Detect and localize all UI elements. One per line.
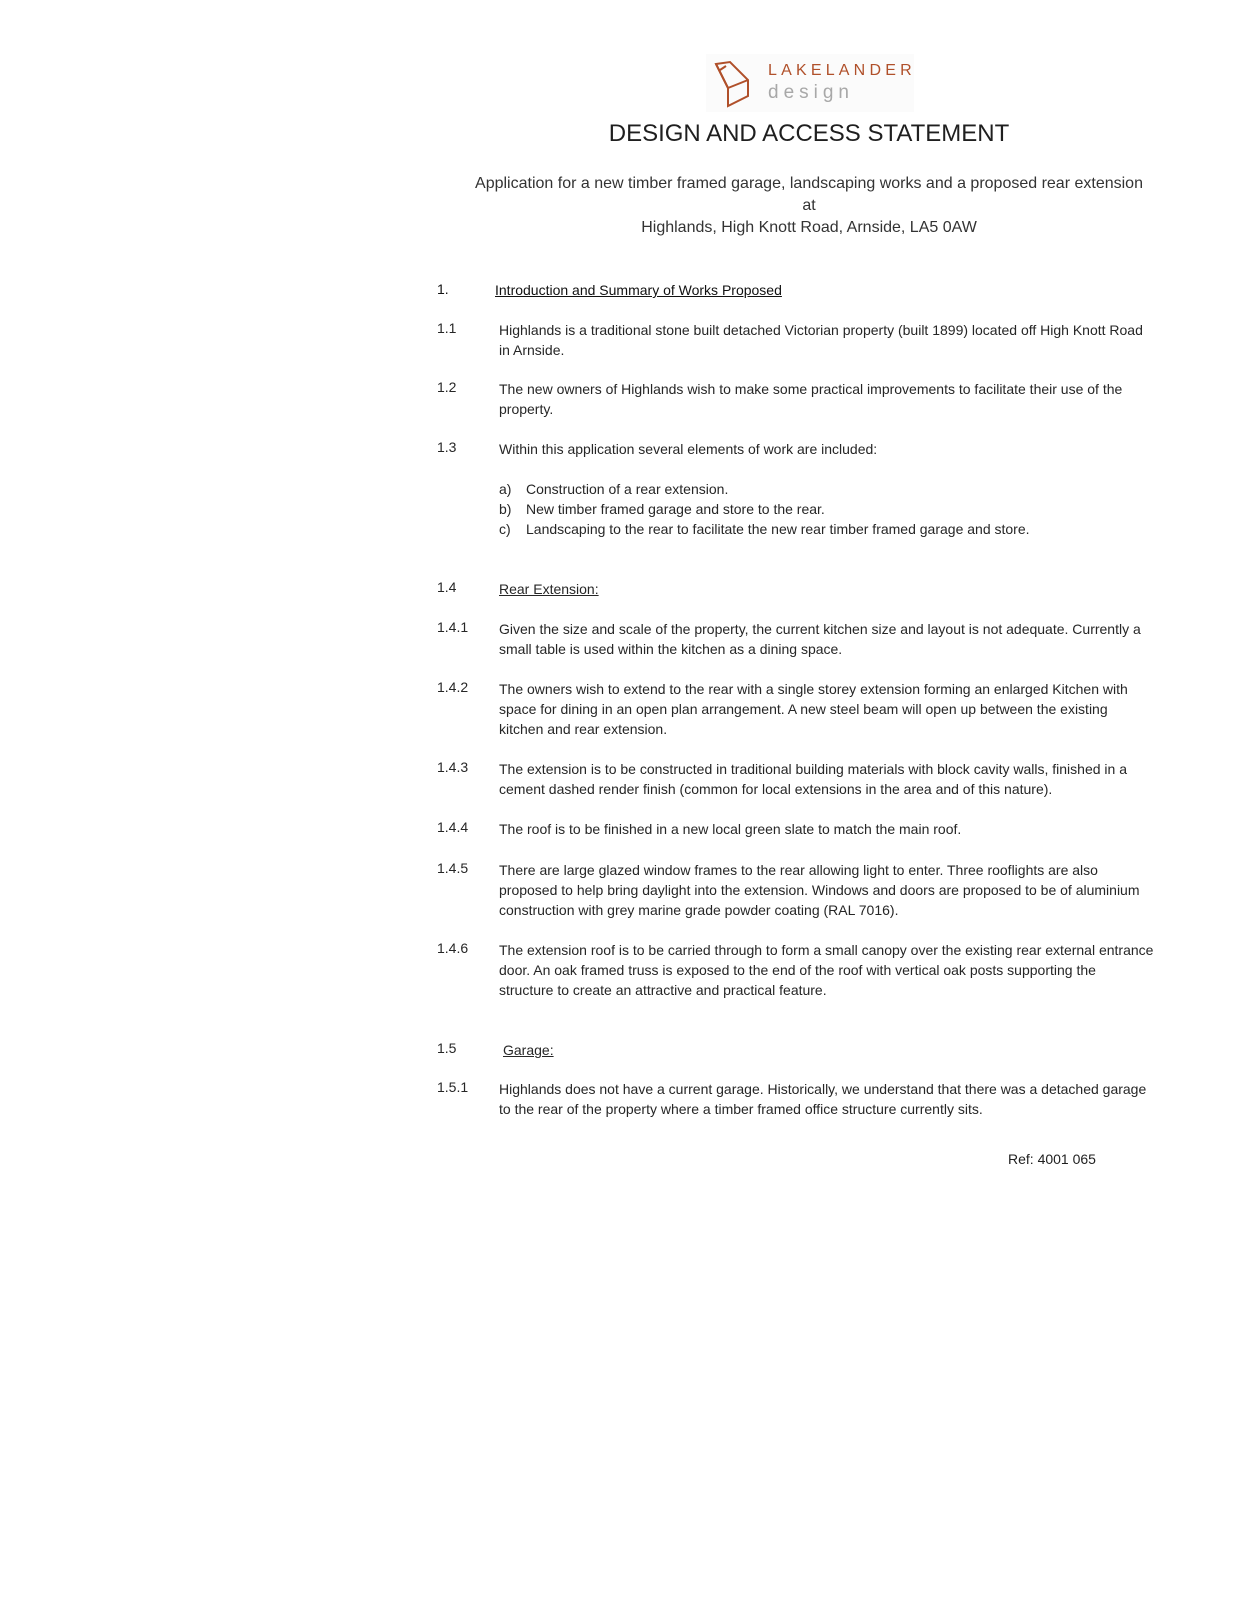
para-1-5-1-text: Highlands does not have a current garage. Historically, we understand that there was a detached garage to the rear of the property where a timber framed office structure currently sits. — [499, 1081, 1147, 1117]
list-item-b: New timber framed garage and store to the rear. — [526, 501, 825, 517]
para-1-1-text: Highlands is a traditional stone built detached Victorian property (built 1899) located off High Knott Road in Arnside. — [499, 322, 1143, 358]
para-1-4-4-number: 1.4.4 — [437, 819, 469, 835]
para-1-4-5-number: 1.4.5 — [437, 860, 469, 876]
para-1-2-text: The new owners of Highlands wish to make some practical improvements to facilitate their use of the property. — [499, 381, 1123, 417]
logo-brand-name: LAKELANDER — [768, 62, 916, 79]
list-item-a: Construction of a rear extension. — [526, 481, 729, 497]
document-title: DESIGN AND ACCESS STATEMENT — [608, 120, 1010, 147]
logo-brand-tagline: design — [768, 82, 854, 103]
para-1-4-5-text: There are large glazed window frames to the rear allowing light to enter. Three rooflights are also proposed to help bring daylight into the extension. Windows and doors are proposed to be of aluminium construction with grey marine grade powder coating (RAL 7016). — [499, 862, 1140, 918]
para-1-4-6-text: The extension roof is to be carried through to form a small canopy over the existing rear external entrance door. An oak framed truss is exposed to the end of the roof with vertical oak posts supporting the structure to create an attractive and practical feature. — [499, 942, 1154, 998]
section-1-4-number: 1.4 — [437, 579, 457, 595]
section-1-4-heading: Rear Extension: — [499, 581, 599, 597]
para-1-2-number: 1.2 — [437, 379, 457, 395]
para-1-4-4-text: The roof is to be finished in a new local green slate to match the main roof. — [499, 821, 962, 837]
section-1-heading: Introduction and Summary of Works Proposed — [495, 282, 782, 298]
section-1-number: 1. — [437, 281, 449, 297]
list-marker-b: b) — [499, 501, 512, 517]
company-logo — [706, 54, 914, 112]
document-reference: Ref: 4001 065 — [1008, 1151, 1096, 1167]
para-1-4-6-number: 1.4.6 — [437, 940, 469, 956]
house-outline-icon — [712, 58, 758, 110]
para-1-3-number: 1.3 — [437, 439, 457, 455]
para-1-4-2-text: The owners wish to extend to the rear with a single storey extension forming an enlarged Kitchen with space for dining in an open plan arrangement. A new steel beam will open up between the existing kitchen and rear extension. — [499, 681, 1128, 737]
para-1-5-1-number: 1.5.1 — [437, 1079, 469, 1095]
subtitle-line-2: at — [802, 197, 816, 214]
list-marker-a: a) — [499, 481, 512, 497]
para-1-4-3-number: 1.4.3 — [437, 759, 469, 775]
para-1-4-2-number: 1.4.2 — [437, 679, 469, 695]
subtitle-address: Highlands, High Knott Road, Arnside, LA5 0AW — [641, 219, 977, 236]
list-marker-c: c) — [499, 521, 511, 537]
list-item-c: Landscaping to the rear to facilitate the new rear timber framed garage and store. — [526, 521, 1030, 537]
para-1-3-text: Within this application several elements of work are included: — [499, 441, 878, 457]
para-1-4-1-number: 1.4.1 — [437, 619, 469, 635]
para-1-4-1-text: Given the size and scale of the property, the current kitchen size and layout is not adequate. Currently a small table is used within the kitchen as a dining space. — [499, 621, 1141, 657]
section-1-5-number: 1.5 — [437, 1040, 457, 1056]
para-1-4-3-text: The extension is to be constructed in traditional building materials with block cavity walls, finished in a cement dashed render finish (common for local extensions in the area and of this nature). — [499, 761, 1127, 797]
section-1-5-heading: Garage: — [503, 1042, 554, 1058]
subtitle-line-1: Application for a new timber framed garage, landscaping works and a proposed rear extension — [475, 175, 1143, 192]
para-1-1-number: 1.1 — [437, 320, 457, 336]
